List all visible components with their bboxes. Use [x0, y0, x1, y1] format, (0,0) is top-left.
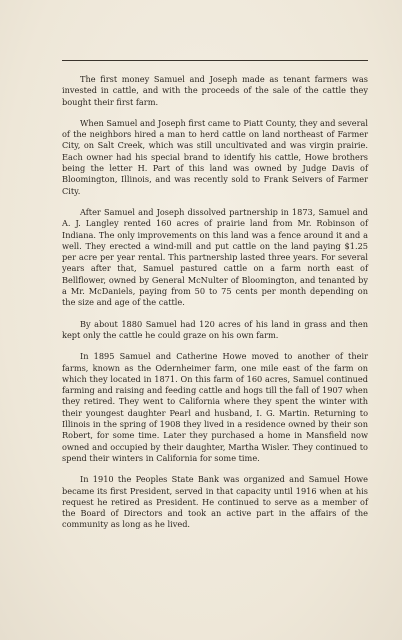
paragraph: After Samuel and Joseph dissolved partnership in 1873, Samuel and A. J. Langley rented 160 acres of prairie land from Mr. Robinson of Indiana. The only improvements on this land was a fence around it and a well. They erected a wind-mill and put cattle on the land paying $1.25 per acre per year rental. This partnership lasted three years. For several years after that, Samuel pastured cattle on a farm north east of Bellflower, owned by General McNulter of Bloomington, and tenanted by a Mr. McDaniels, paying from 50 to 75 cents per month depending on the size and age of the cattle.	[62, 206, 368, 308]
paragraph: In 1910 the Peoples State Bank was organized and Samuel Howe became its first President, served in that capacity until 1916 when at his request he retired as President. He continued to serve as a member of the Board of Directors and took an active part in the affairs of the community as long as he lived.	[62, 474, 368, 530]
header-rule	[62, 60, 368, 61]
paragraph: By about 1880 Samuel had 120 acres of his land in grass and then kept only the cattle he could graze on his own farm.	[62, 318, 368, 340]
paragraph: When Samuel and Joseph first came to Piatt County, they and several of the neighbors hired a man to herd cattle on land northeast of Farmer City, on Salt Creek, which was still uncultivated and was virgin prairie. Each owner had his special brand to identify his cattle, Howe brothers being the letter H. Part of this land was owned by Judge Davis of Bloomington, Illinois, and was recently sold to Frank Seivers of Farmer City.	[62, 117, 368, 196]
paragraph: The first money Samuel and Joseph made as tenant farmers was invested in cattle, and with the proceeds of the sale of the cattle they bought their first farm.	[62, 74, 368, 107]
paragraph: In 1895 Samuel and Catherine Howe moved to another of their farms, known as the Odernheimer farm, one mile east of the farm on which they located in 1871. On this farm of 160 acres, Samuel continued farming and raising and feeding cattle and hogs till the fall of 1907 when they retired. They went to California where they spent the winter with their youngest daughter Pearl and husband, I. G. Martin. Returning to Illinois in the spring of 1908 they lived in a residence owned by their son Robert, for some time. Later they purchased a home in Mansfield now owned and occupied by their daughter, Martha Wisler. They continued to spend their winters in California for some time.	[62, 351, 368, 463]
body-text	[62, 74, 368, 541]
